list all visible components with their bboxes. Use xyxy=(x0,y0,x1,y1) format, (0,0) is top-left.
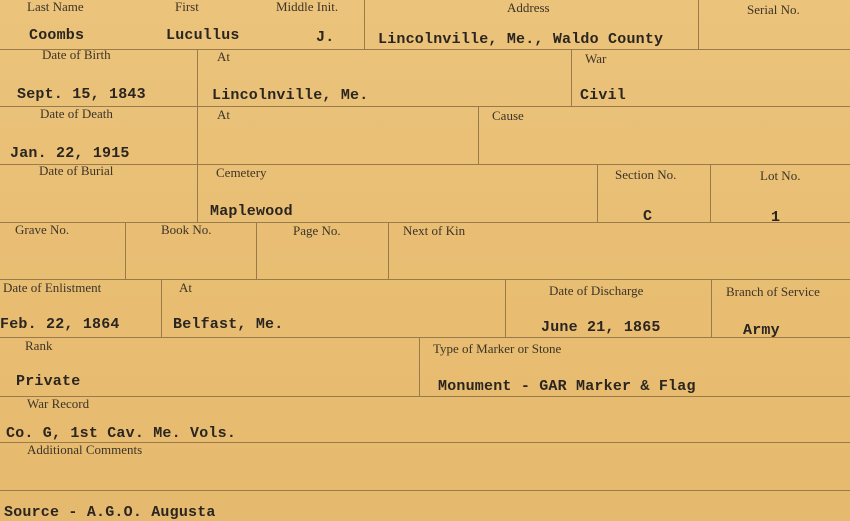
label-serial-no: Serial No. xyxy=(747,2,800,17)
label-next-of-kin: Next of Kin xyxy=(403,223,466,238)
value-birth-place: Lincolnville, Me. xyxy=(212,87,369,104)
value-source: Source - A.G.O. Augusta xyxy=(4,504,216,521)
label-first: First xyxy=(175,0,199,14)
column-divider xyxy=(364,0,365,49)
value-war: Civil xyxy=(580,87,627,104)
value-section-no: C xyxy=(643,208,653,225)
label-branch-of-service: Branch of Service xyxy=(726,284,820,299)
row-divider xyxy=(0,164,850,165)
label-enlistment-at: At xyxy=(179,280,192,295)
label-date-of-discharge: Date of Discharge xyxy=(549,283,644,298)
label-additional-comments: Additional Comments xyxy=(27,442,143,457)
row-divider xyxy=(0,49,850,50)
row-divider xyxy=(0,106,850,107)
label-date-of-birth: Date of Birth xyxy=(42,47,111,62)
label-birth-at: At xyxy=(217,49,230,64)
value-branch-of-service: Army xyxy=(743,322,780,339)
label-cause: Cause xyxy=(492,108,524,123)
label-date-of-burial: Date of Burial xyxy=(39,163,114,178)
value-war-record: Co. G, 1st Cav. Me. Vols. xyxy=(6,425,237,442)
label-last-name: Last Name xyxy=(27,0,84,14)
value-rank: Private xyxy=(16,373,81,390)
value-address: Lincolnville, Me., Waldo County xyxy=(378,31,664,48)
column-divider xyxy=(597,164,598,222)
column-divider xyxy=(710,164,711,222)
label-war-record: War Record xyxy=(27,396,90,411)
value-date-of-discharge: June 21, 1865 xyxy=(541,319,661,336)
column-divider xyxy=(478,106,479,164)
column-divider xyxy=(197,49,198,106)
label-rank: Rank xyxy=(25,338,53,353)
label-page-no: Page No. xyxy=(293,223,341,238)
value-type-of-marker: Monument - GAR Marker & Flag xyxy=(438,378,696,395)
column-divider xyxy=(419,337,420,396)
value-lot-no: 1 xyxy=(771,209,781,226)
row-divider xyxy=(0,279,850,280)
column-divider xyxy=(505,279,506,337)
label-cemetery: Cemetery xyxy=(216,165,267,180)
label-lot-no: Lot No. xyxy=(760,168,801,183)
column-divider xyxy=(698,0,699,49)
column-divider xyxy=(388,222,389,279)
label-war: War xyxy=(585,51,607,66)
row-divider xyxy=(0,396,850,397)
row-divider xyxy=(0,337,850,338)
label-middle-init: Middle Init. xyxy=(276,0,339,14)
column-divider xyxy=(256,222,257,279)
column-divider xyxy=(197,106,198,164)
value-date-of-enlistment: Feb. 22, 1864 xyxy=(0,316,120,333)
value-first-name: Lucullus xyxy=(166,27,240,44)
value-date-of-death: Jan. 22, 1915 xyxy=(10,145,130,162)
value-date-of-birth: Sept. 15, 1843 xyxy=(17,86,146,103)
value-cemetery: Maplewood xyxy=(210,203,293,220)
row-divider xyxy=(0,490,850,491)
label-section-no: Section No. xyxy=(615,167,677,182)
column-divider xyxy=(571,49,572,106)
label-date-of-enlistment: Date of Enlistment xyxy=(3,280,102,295)
label-type-of-marker: Type of Marker or Stone xyxy=(433,341,562,356)
column-divider xyxy=(197,164,198,222)
column-divider xyxy=(711,279,712,337)
label-address: Address xyxy=(507,0,550,15)
label-death-at: At xyxy=(217,107,230,122)
label-grave-no: Grave No. xyxy=(15,222,70,237)
value-last-name: Coombs xyxy=(29,27,85,44)
label-book-no: Book No. xyxy=(161,222,212,237)
value-middle-init: J. xyxy=(316,29,335,46)
column-divider xyxy=(125,222,126,279)
label-date-of-death: Date of Death xyxy=(40,106,113,121)
column-divider xyxy=(161,279,162,337)
value-enlistment-place: Belfast, Me. xyxy=(173,316,284,333)
